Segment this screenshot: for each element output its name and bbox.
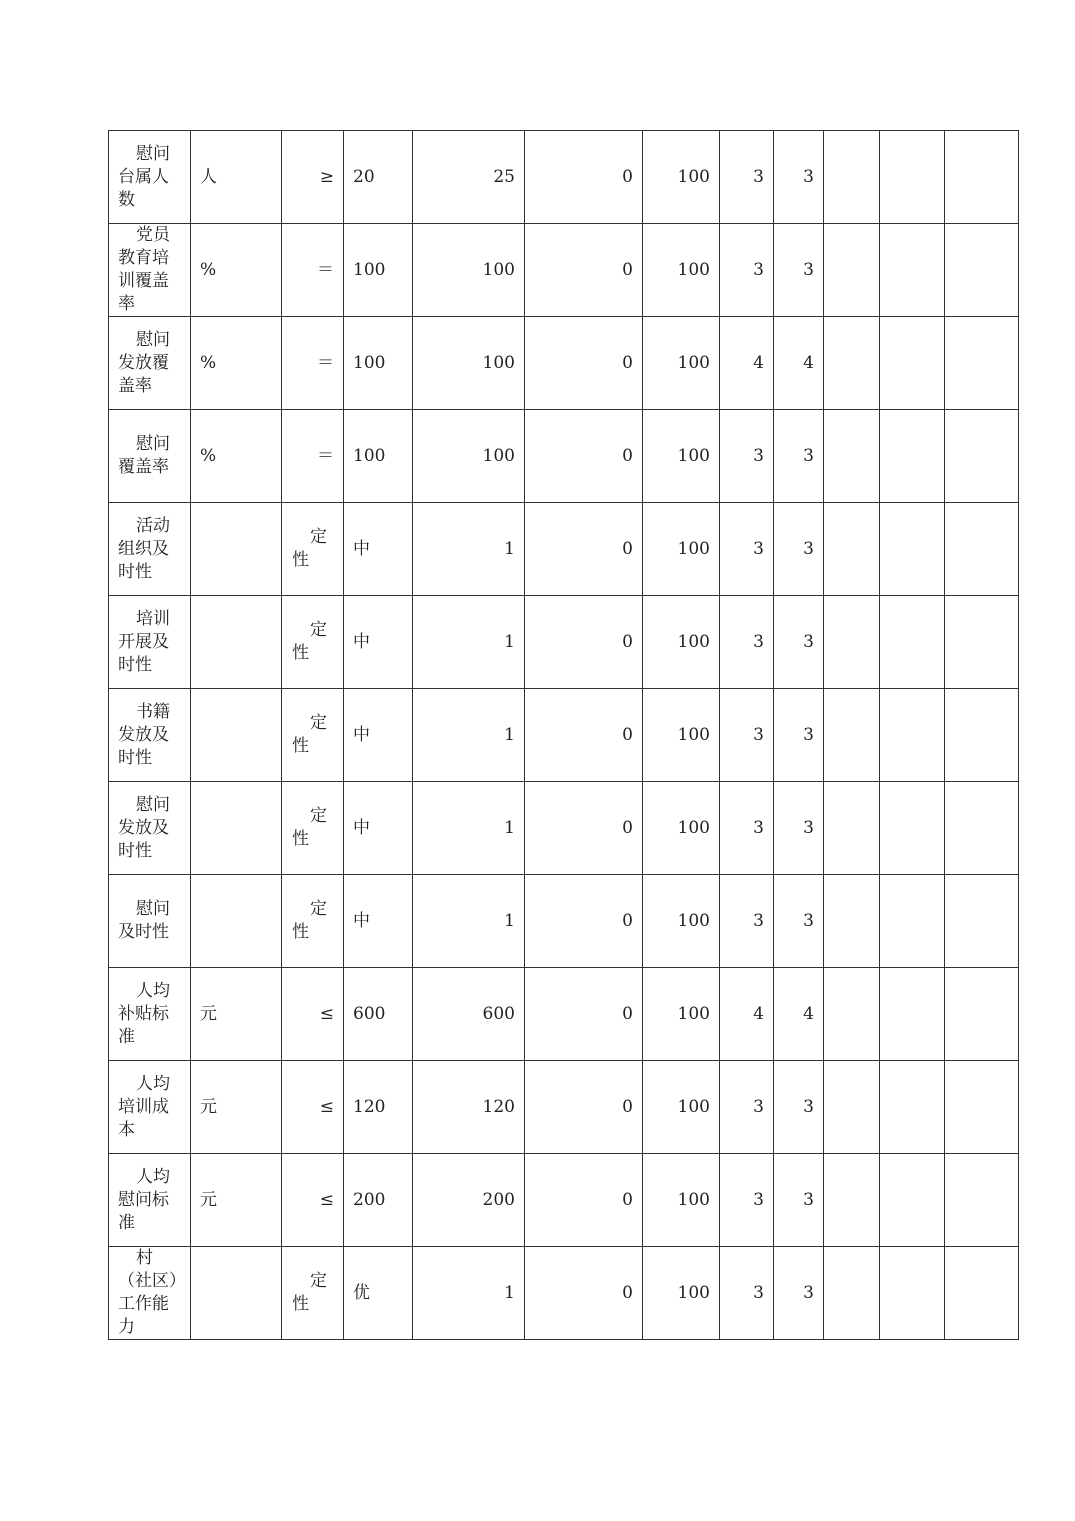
empty-cell	[945, 1154, 1019, 1247]
empty-cell	[824, 503, 880, 596]
weight-cell: 3	[720, 410, 774, 503]
empty-cell	[945, 1247, 1019, 1340]
empty-cell	[824, 689, 880, 782]
table-body	[109, 131, 1019, 1340]
actual-value-cell: 1	[413, 875, 525, 968]
table-row	[109, 1247, 1019, 1340]
completion-rate-cell: 100	[643, 503, 720, 596]
score-cell: 4	[774, 317, 824, 410]
empty-cell	[880, 1247, 945, 1340]
table-row	[109, 410, 1019, 503]
actual-value-cell: 100	[413, 317, 525, 410]
operator-cell: 定性	[282, 689, 344, 782]
empty-cell	[824, 1061, 880, 1154]
table-row	[109, 503, 1019, 596]
score-cell: 3	[774, 410, 824, 503]
weight-cell: 4	[720, 317, 774, 410]
target-value-cell: 600	[344, 968, 413, 1061]
empty-cell	[880, 689, 945, 782]
target-value-cell: 100	[344, 410, 413, 503]
actual-value-cell: 1	[413, 503, 525, 596]
unit-cell	[191, 689, 282, 782]
weight-cell: 3	[720, 875, 774, 968]
empty-cell	[945, 410, 1019, 503]
deviation-cell: 0	[525, 689, 643, 782]
target-value-cell: 中	[344, 875, 413, 968]
empty-cell	[824, 410, 880, 503]
deviation-cell: 0	[525, 1154, 643, 1247]
table-row	[109, 1154, 1019, 1247]
deviation-cell: 0	[525, 131, 643, 224]
indicator-name-cell: 慰问及时性	[109, 875, 191, 968]
operator-cell: 定性	[282, 596, 344, 689]
deviation-cell: 0	[525, 317, 643, 410]
unit-cell: %	[191, 224, 282, 317]
actual-value-cell: 120	[413, 1061, 525, 1154]
empty-cell	[824, 131, 880, 224]
empty-cell	[945, 875, 1019, 968]
table-row	[109, 875, 1019, 968]
target-value-cell: 中	[344, 503, 413, 596]
unit-cell	[191, 782, 282, 875]
weight-cell: 3	[720, 1247, 774, 1340]
indicator-name-cell: 人均慰问标准	[109, 1154, 191, 1247]
table-row	[109, 596, 1019, 689]
indicator-name-cell: 慰问覆盖率	[109, 410, 191, 503]
actual-value-cell: 1	[413, 782, 525, 875]
completion-rate-cell: 100	[643, 410, 720, 503]
unit-cell: 元	[191, 1154, 282, 1247]
actual-value-cell: 100	[413, 224, 525, 317]
target-value-cell: 20	[344, 131, 413, 224]
deviation-cell: 0	[525, 782, 643, 875]
empty-cell	[945, 596, 1019, 689]
target-value-cell: 120	[344, 1061, 413, 1154]
operator-cell: ≤	[282, 1154, 344, 1247]
deviation-cell: 0	[525, 596, 643, 689]
empty-cell	[824, 782, 880, 875]
completion-rate-cell: 100	[643, 1061, 720, 1154]
target-value-cell: 优	[344, 1247, 413, 1340]
empty-cell	[945, 1061, 1019, 1154]
empty-cell	[880, 782, 945, 875]
deviation-cell: 0	[525, 1247, 643, 1340]
deviation-cell: 0	[525, 503, 643, 596]
operator-cell: ＝	[282, 317, 344, 410]
completion-rate-cell: 100	[643, 1154, 720, 1247]
empty-cell	[880, 503, 945, 596]
deviation-cell: 0	[525, 875, 643, 968]
deviation-cell: 0	[525, 1061, 643, 1154]
score-cell: 3	[774, 596, 824, 689]
target-value-cell: 200	[344, 1154, 413, 1247]
empty-cell	[824, 224, 880, 317]
score-cell: 3	[774, 224, 824, 317]
actual-value-cell: 100	[413, 410, 525, 503]
indicator-name-cell: 慰问发放及时性	[109, 782, 191, 875]
table-row	[109, 782, 1019, 875]
operator-cell: ≥	[282, 131, 344, 224]
empty-cell	[880, 1154, 945, 1247]
weight-cell: 3	[720, 1154, 774, 1247]
completion-rate-cell: 100	[643, 875, 720, 968]
empty-cell	[945, 503, 1019, 596]
weight-cell: 4	[720, 968, 774, 1061]
empty-cell	[945, 224, 1019, 317]
empty-cell	[945, 782, 1019, 875]
indicator-name-cell: 慰问发放覆盖率	[109, 317, 191, 410]
target-value-cell: 中	[344, 782, 413, 875]
performance-indicator-table	[108, 130, 1019, 1340]
indicator-name-cell: 慰问台属人数	[109, 131, 191, 224]
weight-cell: 3	[720, 131, 774, 224]
table-row	[109, 224, 1019, 317]
score-cell: 3	[774, 875, 824, 968]
empty-cell	[880, 131, 945, 224]
weight-cell: 3	[720, 503, 774, 596]
weight-cell: 3	[720, 224, 774, 317]
operator-cell: ≤	[282, 1061, 344, 1154]
score-cell: 3	[774, 131, 824, 224]
indicator-name-cell: 人均补贴标准	[109, 968, 191, 1061]
deviation-cell: 0	[525, 410, 643, 503]
target-value-cell: 中	[344, 689, 413, 782]
empty-cell	[824, 968, 880, 1061]
indicator-name-cell: 人均培训成本	[109, 1061, 191, 1154]
indicator-name-cell: 活动组织及时性	[109, 503, 191, 596]
empty-cell	[945, 689, 1019, 782]
completion-rate-cell: 100	[643, 782, 720, 875]
score-cell: 3	[774, 782, 824, 875]
empty-cell	[880, 596, 945, 689]
actual-value-cell: 1	[413, 596, 525, 689]
unit-cell: 元	[191, 1061, 282, 1154]
indicator-name-cell: 党员教育培训覆盖率	[109, 224, 191, 317]
completion-rate-cell: 100	[643, 689, 720, 782]
actual-value-cell: 600	[413, 968, 525, 1061]
empty-cell	[824, 596, 880, 689]
completion-rate-cell: 100	[643, 968, 720, 1061]
actual-value-cell: 200	[413, 1154, 525, 1247]
empty-cell	[880, 1061, 945, 1154]
indicator-name-cell: 书籍发放及时性	[109, 689, 191, 782]
table-row	[109, 317, 1019, 410]
completion-rate-cell: 100	[643, 131, 720, 224]
score-cell: 3	[774, 1154, 824, 1247]
weight-cell: 3	[720, 1061, 774, 1154]
unit-cell	[191, 596, 282, 689]
operator-cell: 定性	[282, 875, 344, 968]
indicator-name-cell: 村（社区）工作能力	[109, 1247, 191, 1340]
empty-cell	[880, 875, 945, 968]
empty-cell	[945, 968, 1019, 1061]
score-cell: 3	[774, 1061, 824, 1154]
completion-rate-cell: 100	[643, 596, 720, 689]
score-cell: 3	[774, 1247, 824, 1340]
empty-cell	[824, 875, 880, 968]
unit-cell: %	[191, 410, 282, 503]
deviation-cell: 0	[525, 224, 643, 317]
operator-cell: 定性	[282, 782, 344, 875]
empty-cell	[824, 317, 880, 410]
target-value-cell: 100	[344, 224, 413, 317]
operator-cell: 定性	[282, 503, 344, 596]
unit-cell	[191, 1247, 282, 1340]
actual-value-cell: 25	[413, 131, 525, 224]
operator-cell: ＝	[282, 224, 344, 317]
target-value-cell: 中	[344, 596, 413, 689]
completion-rate-cell: 100	[643, 1247, 720, 1340]
table-row	[109, 689, 1019, 782]
table-row	[109, 131, 1019, 224]
empty-cell	[880, 224, 945, 317]
unit-cell	[191, 503, 282, 596]
table-row	[109, 968, 1019, 1061]
weight-cell: 3	[720, 596, 774, 689]
actual-value-cell: 1	[413, 689, 525, 782]
operator-cell: ＝	[282, 410, 344, 503]
weight-cell: 3	[720, 782, 774, 875]
score-cell: 3	[774, 503, 824, 596]
empty-cell	[880, 410, 945, 503]
unit-cell: %	[191, 317, 282, 410]
operator-cell: 定性	[282, 1247, 344, 1340]
empty-cell	[880, 317, 945, 410]
indicator-name-cell: 培训开展及时性	[109, 596, 191, 689]
table-row	[109, 1061, 1019, 1154]
score-cell: 3	[774, 689, 824, 782]
target-value-cell: 100	[344, 317, 413, 410]
score-cell: 4	[774, 968, 824, 1061]
operator-cell: ≤	[282, 968, 344, 1061]
deviation-cell: 0	[525, 968, 643, 1061]
actual-value-cell: 1	[413, 1247, 525, 1340]
empty-cell	[824, 1154, 880, 1247]
empty-cell	[824, 1247, 880, 1340]
empty-cell	[945, 317, 1019, 410]
unit-cell: 人	[191, 131, 282, 224]
unit-cell: 元	[191, 968, 282, 1061]
completion-rate-cell: 100	[643, 317, 720, 410]
empty-cell	[945, 131, 1019, 224]
weight-cell: 3	[720, 689, 774, 782]
unit-cell	[191, 875, 282, 968]
completion-rate-cell: 100	[643, 224, 720, 317]
empty-cell	[880, 968, 945, 1061]
